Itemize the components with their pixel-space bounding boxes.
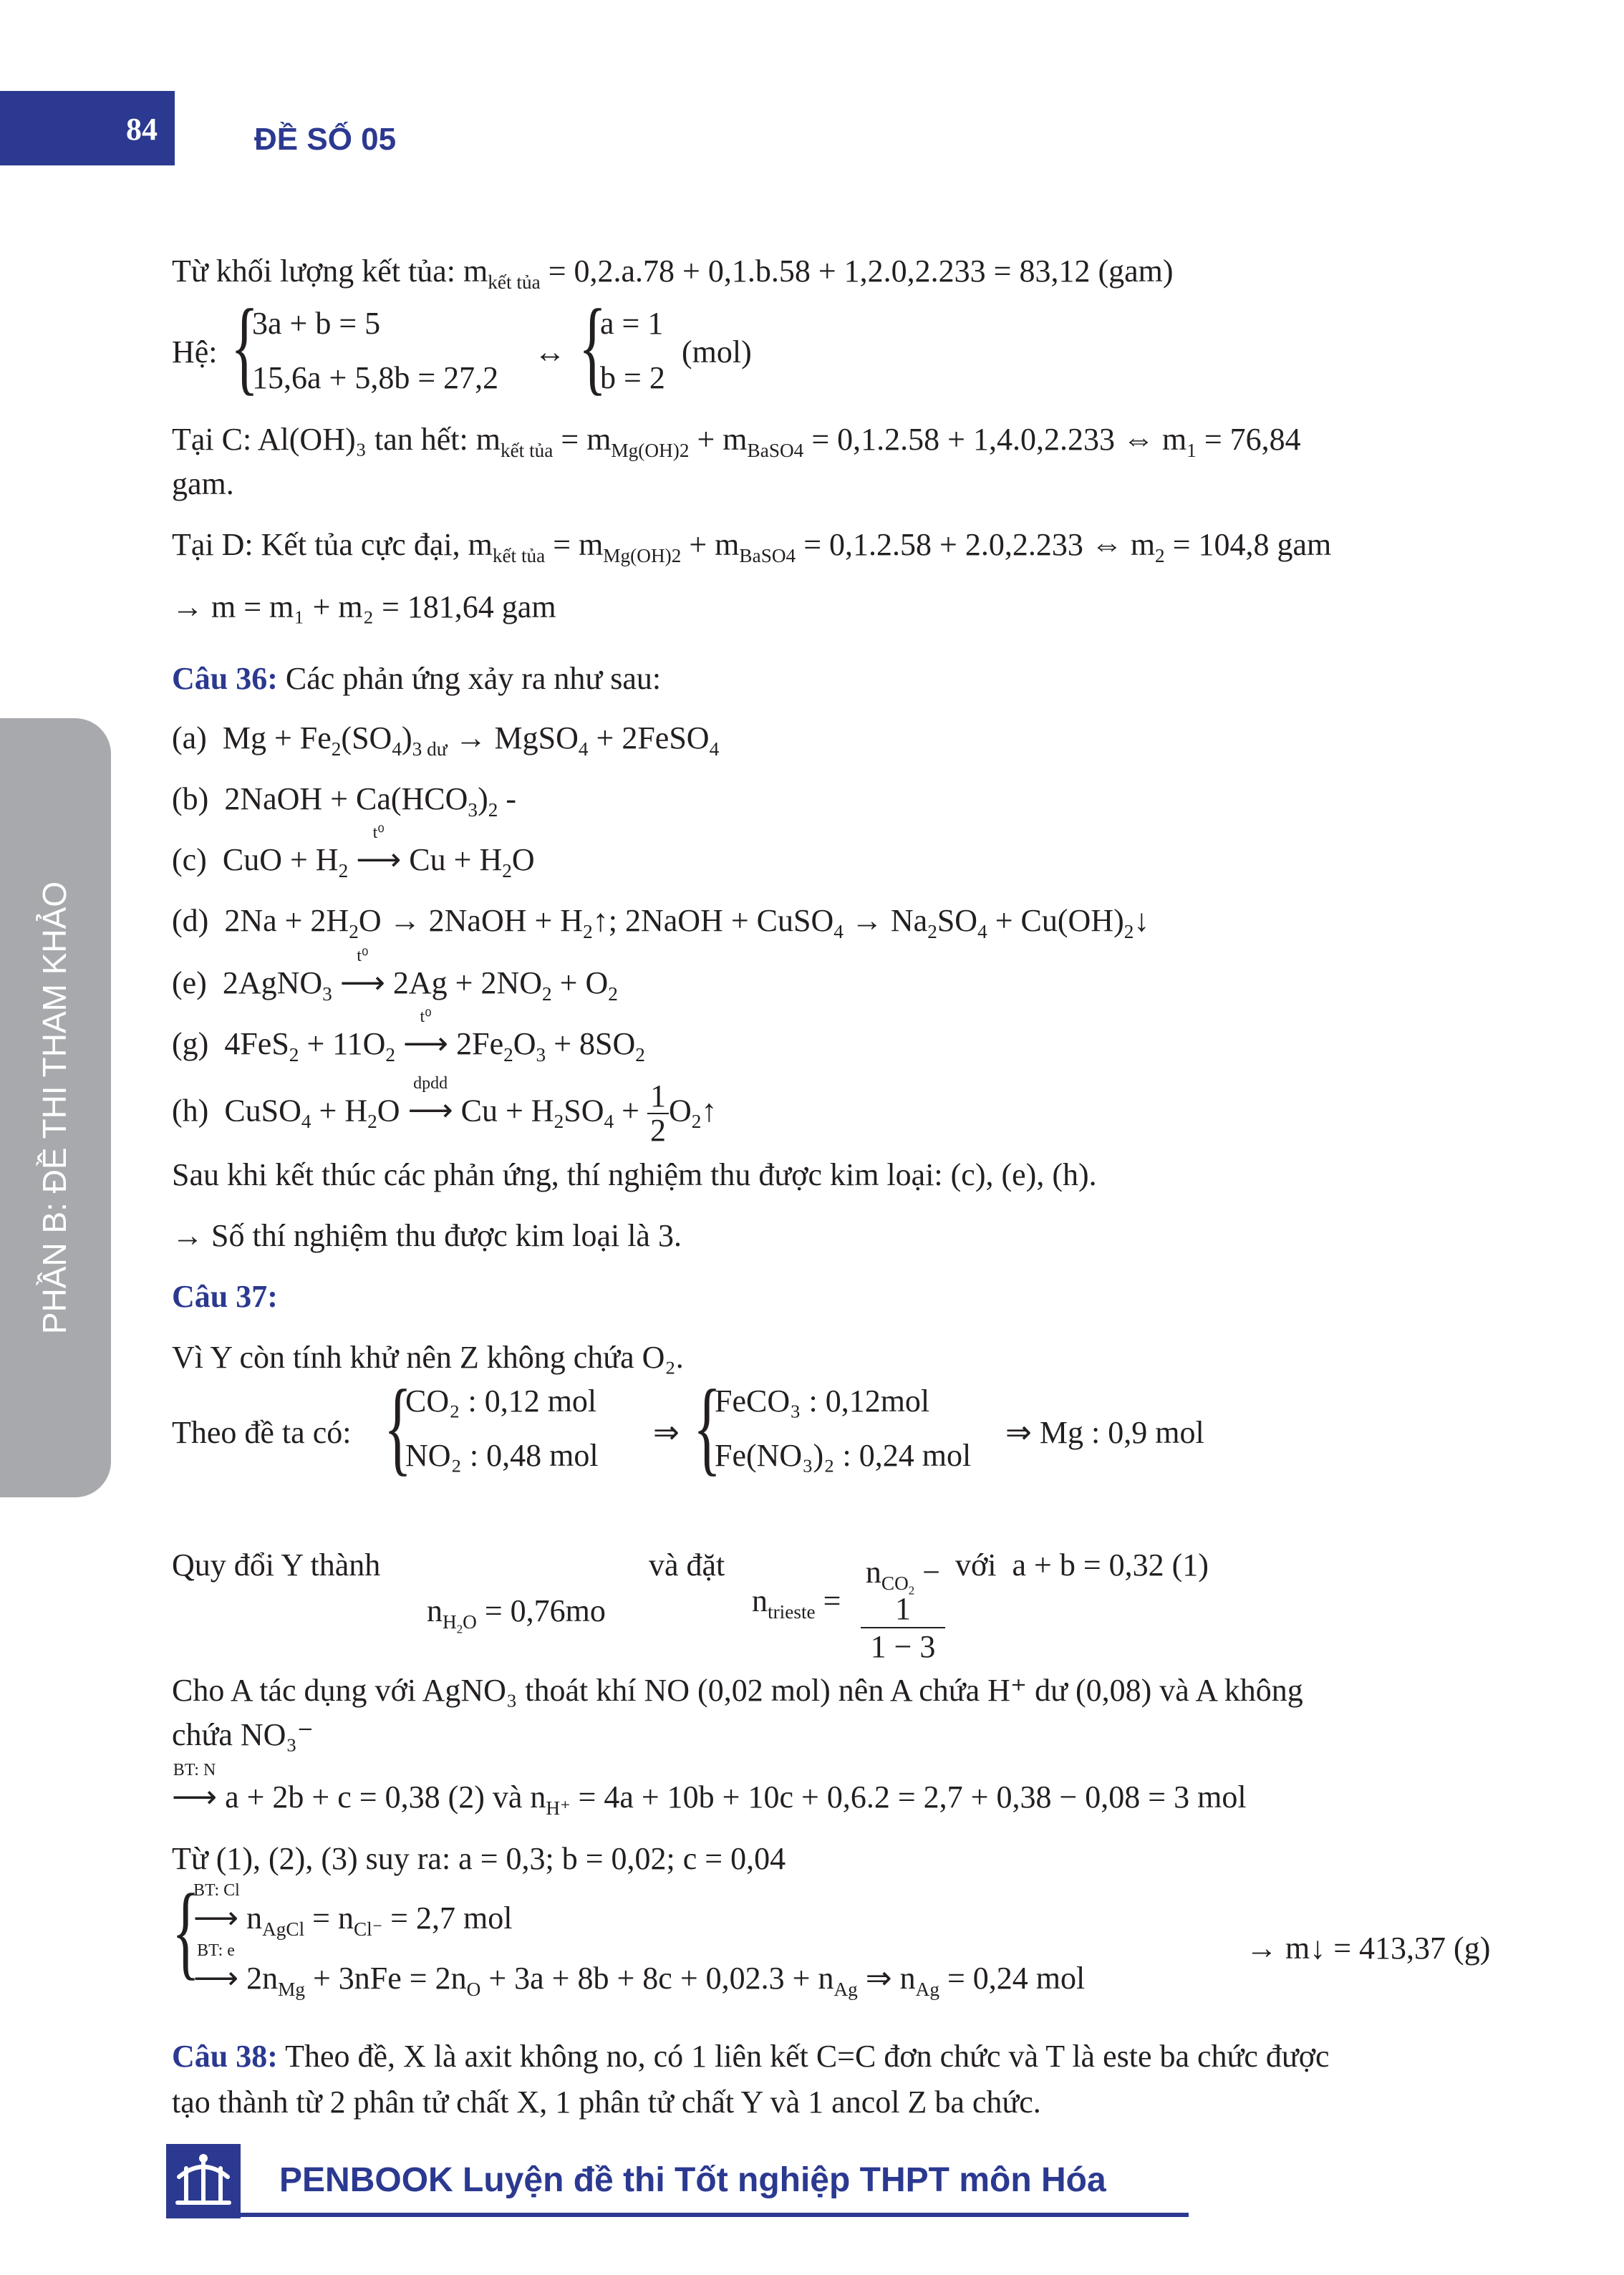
co2-value: CO₂ : 0,12 mol [405, 1383, 597, 1419]
cau36-heading: Câu 36: Các phản ứng xảy ra như sau: [172, 661, 662, 696]
brace-right: { [579, 288, 607, 405]
he-sol1: a = 1 [600, 306, 664, 341]
he-eq2: 15,6a + 5,8b = 27,2 [252, 360, 499, 395]
va-dat-label: và đặt [649, 1547, 725, 1583]
line-tai-c: Tại C: Al(OH)₃ tan hết: $m_{kết tủa} = m_{Mg(OH)2} + m_{BaSO4} = 0,1.2.58 + 1,4.0,2.233$ ⇔ $m_1 = 76,84$ [172, 422, 1301, 461]
reaction-a: (a) $Mg + Fe_2(SO_4)_{3 dư}$ → MgSO$_4$ + 2FeSO$_4$ [172, 720, 720, 760]
cau37-bt-system [172, 1873, 1532, 2001]
ntrieste-expr: $n_{trieste}$ = [752, 1583, 841, 1623]
reaction-h: (h) CuSO$_4$ + $H_2O$ dpdd ⟶ $Cu + H_2SO_4$ + $\frac{1}{2}$ $O_2↑$ [172, 1074, 717, 1149]
he-label: Hệ: [172, 334, 218, 369]
reaction-b: (b) 2NaOH + $Ca(HCO_3)_2$ - [172, 781, 517, 821]
btcl-line: BT: Cl ⟶ $n_{AgCl} = n_{Cl^-} = 2,7$ mol [193, 1881, 513, 1940]
cau37-pa2: chứa NO₃⁻ [172, 1717, 314, 1752]
he-equiv: ↔ [534, 334, 566, 369]
cau37-p1: Vì Y còn tính khử nên Z không chứa O₂. [172, 1340, 684, 1375]
brace-bt: { [172, 1873, 200, 1990]
reaction-e: (e) 2AgNO$_3$ t⁰ ⟶ $2Ag + 2NO_2 + O_2$ [172, 947, 618, 1005]
reaction-g: (g) $4FeS_2 + 11O_2$ t⁰ ⟶ $2Fe_2O_3 + 8SO_2$ [172, 1008, 645, 1066]
brace-left: { [231, 288, 259, 405]
reaction-c: (c) CuO + $H_2$ t⁰ ⟶ $Cu + H_2O$ [172, 823, 535, 881]
cau37-pa1: Cho A tác dụng với AgNO₃ thoát khí NO (0,02 mol) nên A chứa H⁺ dư (0,08) và A không [172, 1673, 1303, 1708]
cau38-l1: Câu 38: Theo đề, X là axit không no, có 1 liên kết C=C đơn chức và T là este ba chức được [172, 2039, 1330, 2074]
feno3-value: Fe(NO₃)₂ : 0,24 mol [715, 1438, 972, 1473]
line-m-total: → m = m₁ + m₂ = 181,64 gam [172, 589, 556, 624]
cau37-tu123: Từ (1), (2), (3) suy ra: a = 0,3; b = 0,02; c = 0,04 [172, 1841, 786, 1876]
reaction-d: (d) $2Na + 2H_2O$ → 2NaOH + $H_2↑$; 2NaOH + CuSO$_4$ → $Na_2SO_4$ + $Cu(OH)_2↓$ [172, 903, 1150, 942]
feco3-value: FeCO₃ : 0,12mol [715, 1383, 930, 1419]
line-ket-tua: Từ khối lượng kết tủa: $m_{kết tủa} = 0,2.a.78 + 0,1.b.58 + 1,2.0,2.233 = 83,12$ (gam) [172, 253, 1174, 293]
he-unit: (mol) [682, 334, 752, 369]
cau38-l2: tạo thành từ 2 phân tử chất X, 1 phân tử chất Y và 1 ancol Z ba chức. [172, 2085, 1041, 2120]
voi-label: với a + b = 0,32 (1) [955, 1547, 1209, 1583]
bte-line: BT: e ⟶ $2n_{Mg} + 3nFe = 2n_O + 3a + 8b + 8c + 0,02.3 + n_{Ag}$ ⇒ $n_{Ag} = 0,24$ mol [193, 1941, 1086, 2000]
side-tab-label: PHẦN B: ĐỀ THI THAM KHẢO [36, 881, 73, 1335]
m-down-result: → m↓ = 413,37 (g) [1246, 1931, 1491, 1966]
cau37-eq2: BT: N ⟶ a + 2b + c = 0,38 (2) và $n_{H^+} = 4a + 10b + 10c + 0,6.2 = 2,7 + 0,38 - 0,08 = 3$ mol [172, 1761, 1247, 1819]
penbook-logo-icon [166, 2144, 241, 2218]
cau36-summary: Sau khi kết thúc các phản ứng, thí nghiệm thu được kim loại: (c), (e), (h). [172, 1157, 1097, 1192]
no2-value: NO₂ : 0,48 mol [405, 1438, 599, 1473]
brace-co2: { [384, 1368, 412, 1486]
quy-doi-label: Quy đổi Y thành [172, 1547, 381, 1583]
brace-fe: { [693, 1368, 722, 1486]
he-sol2: b = 2 [600, 360, 665, 395]
line-tai-d: Tại D: Kết tủa cực đại, $m_{kết tủa} = m_{Mg(OH)2} + m_{BaSO4} = 0,1.2.58 + 2.0,2.233$ ⇔ $m_2 = 104,8$ gam [172, 527, 1332, 566]
he-eq1: 3a + b = 5 [252, 306, 381, 341]
cau37-system [172, 1368, 1246, 1486]
footer-title: PENBOOK Luyện đề thi Tốt nghiệp THPT môn Hóa [279, 2161, 1106, 2199]
side-tab [0, 718, 111, 1497]
quy-doi-block [172, 1540, 1318, 1665]
footer-rule [241, 2213, 1189, 2217]
page-number-box [0, 91, 175, 165]
ntrieste-frac: $n_{CO_2} - 1$ 1 − 3 [861, 1554, 945, 1665]
nh2o-expr: $n_{H_2O} = 0,76mo$ [427, 1593, 606, 1636]
page-number: 84 [126, 112, 158, 147]
line-tai-c-tail: gam. [172, 466, 234, 501]
cau37-title: Câu 37: [172, 1279, 278, 1314]
footer-logo [166, 2144, 241, 2218]
implies-1: ⇒ [653, 1415, 680, 1450]
theo-de-label: Theo đề ta có: [172, 1415, 352, 1450]
section-title: ĐỀ SỐ 05 [254, 122, 397, 157]
mg-value: ⇒ Mg : 0,9 mol [1005, 1415, 1204, 1450]
cau36-conclusion: → Số thí nghiệm thu được kim loại là 3. [172, 1218, 682, 1253]
system-he [172, 288, 816, 407]
